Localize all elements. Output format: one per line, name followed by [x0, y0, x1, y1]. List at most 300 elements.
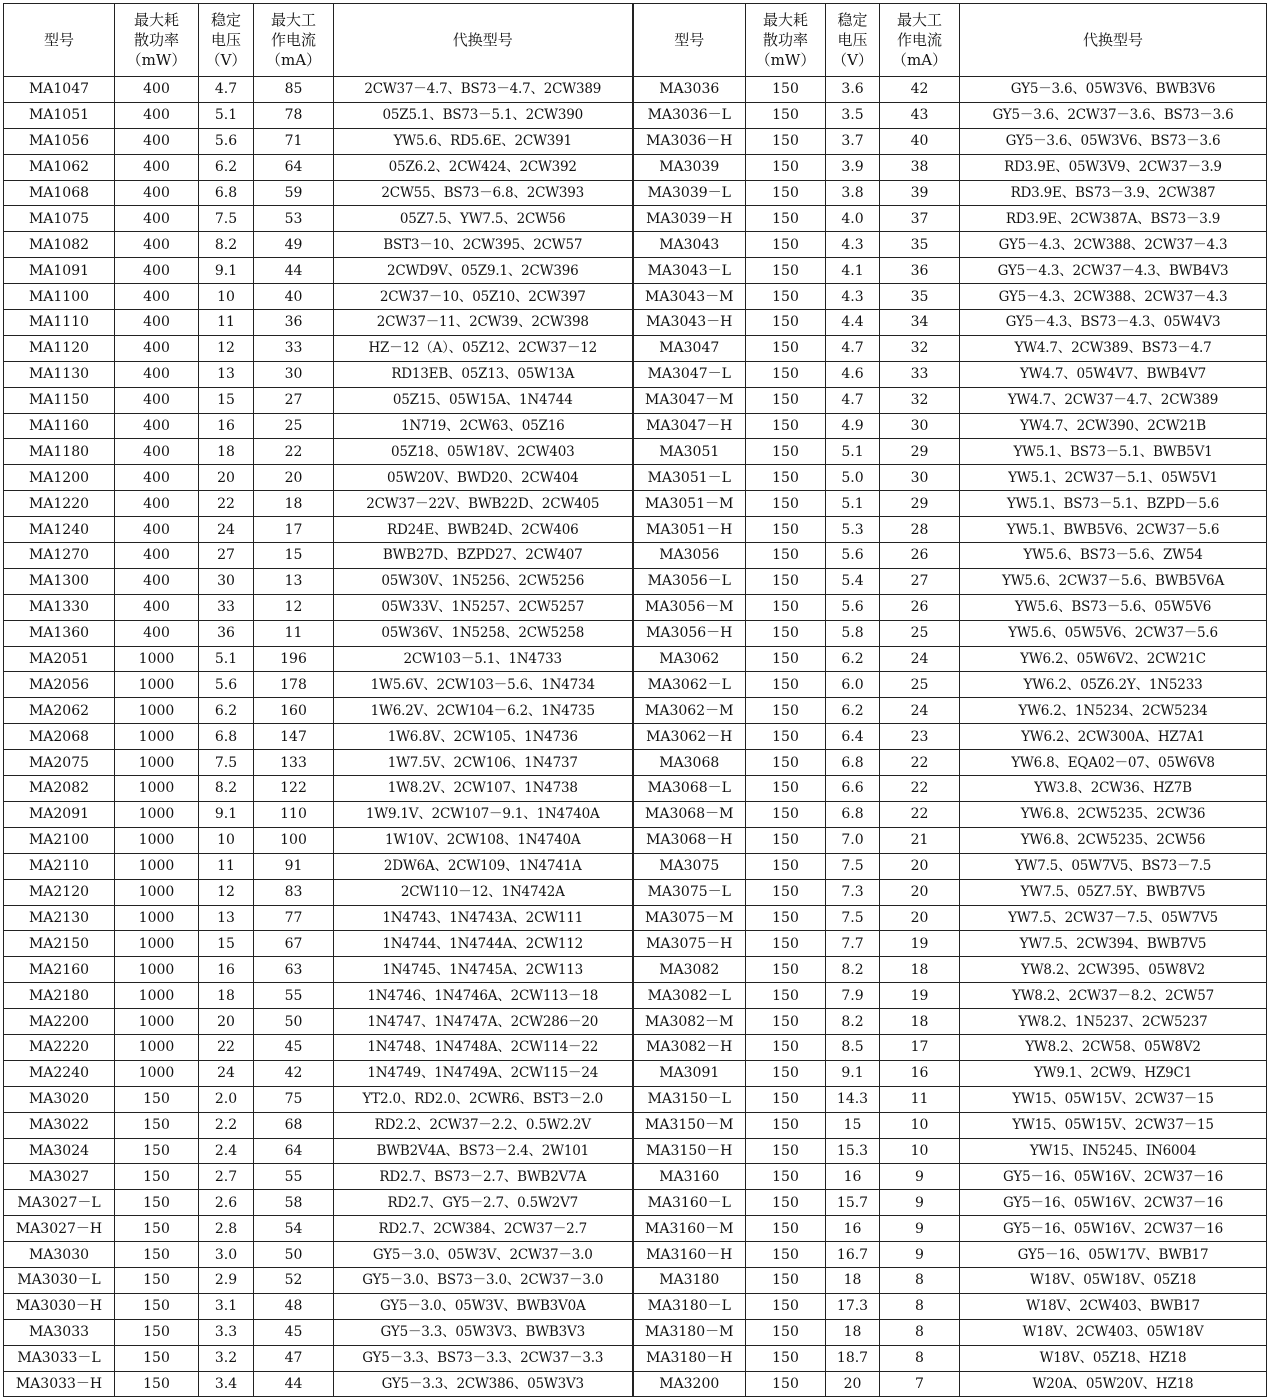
cell-power-right: 150 — [746, 1138, 826, 1164]
cell-model: MA3027－L — [4, 1190, 115, 1216]
cell-current: 53 — [254, 206, 334, 232]
cell-current: 196 — [254, 646, 334, 672]
cell-current: 44 — [254, 258, 334, 284]
cell-power: 1000 — [115, 750, 199, 776]
cell-voltage: 20 — [199, 465, 254, 491]
table-row — [4, 1267, 1267, 1293]
cell-replacement-right: GY5－3.6、2CW37－3.6、BS73－3.6 — [960, 102, 1267, 128]
cell-current-right: 10 — [880, 1112, 960, 1138]
cell-replacement-right: YW15、IN5245、IN6004 — [960, 1138, 1267, 1164]
cell-model: MA3022 — [4, 1112, 115, 1138]
cell-power: 1000 — [115, 879, 199, 905]
table-row — [4, 1242, 1267, 1268]
table-row — [4, 776, 1267, 802]
cell-replacement: GY5－3.3、05W3V3、BWB3V3 — [334, 1319, 633, 1345]
cell-power: 1000 — [115, 853, 199, 879]
cell-voltage-right: 15.7 — [826, 1190, 880, 1216]
cell-power: 1000 — [115, 1034, 199, 1060]
table-row — [4, 620, 1267, 646]
cell-power-right: 150 — [746, 1345, 826, 1371]
cell-power-right: 150 — [746, 361, 826, 387]
cell-power: 1000 — [115, 672, 199, 698]
cell-replacement: 05W30V、1N5256、2CW5256 — [334, 568, 633, 594]
cell-voltage-right: 4.7 — [826, 387, 880, 413]
cell-current: 122 — [254, 776, 334, 802]
cell-current-right: 42 — [880, 77, 960, 103]
cell-replacement-right: RD3.9E、2CW387A、BS73－3.9 — [960, 206, 1267, 232]
cell-replacement: 2CWD9V、05Z9.1、2CW396 — [334, 258, 633, 284]
cell-model: MA2200 — [4, 1009, 115, 1035]
cell-current-right: 8 — [880, 1267, 960, 1293]
cell-model-right: MA3036 — [633, 77, 746, 103]
cell-voltage-right: 5.1 — [826, 491, 880, 517]
cell-voltage: 27 — [199, 543, 254, 569]
cell-model: MA3030－H — [4, 1293, 115, 1319]
cell-voltage: 18 — [199, 983, 254, 1009]
cell-replacement-right: YW6.2、1N5234、2CW5234 — [960, 698, 1267, 724]
cell-power-right: 150 — [746, 827, 826, 853]
cell-current: 59 — [254, 180, 334, 206]
cell-replacement-right: YW6.2、05W6V2、2CW21C — [960, 646, 1267, 672]
table-row — [4, 983, 1267, 1009]
cell-current: 15 — [254, 543, 334, 569]
cell-power-right: 150 — [746, 1267, 826, 1293]
table-row — [4, 1371, 1267, 1397]
cell-model: MA2062 — [4, 698, 115, 724]
cell-model: MA2130 — [4, 905, 115, 931]
cell-current-right: 28 — [880, 517, 960, 543]
table-row — [4, 568, 1267, 594]
cell-power-right: 150 — [746, 672, 826, 698]
cell-current: 49 — [254, 232, 334, 258]
cell-replacement: 1N4747、1N4747A、2CW286－20 — [334, 1009, 633, 1035]
cell-replacement: 1N4745、1N4745A、2CW113 — [334, 957, 633, 983]
cell-power-right: 150 — [746, 413, 826, 439]
cell-voltage-right: 6.2 — [826, 646, 880, 672]
table-row — [4, 77, 1267, 103]
cell-current-right: 8 — [880, 1345, 960, 1371]
cell-replacement: 05Z5.1、BS73－5.1、2CW390 — [334, 102, 633, 128]
cell-power: 1000 — [115, 1009, 199, 1035]
cell-voltage-right: 6.2 — [826, 698, 880, 724]
cell-current-right: 40 — [880, 128, 960, 154]
cell-replacement-right: YW6.8、2CW5235、2CW36 — [960, 801, 1267, 827]
cell-voltage-right: 15 — [826, 1112, 880, 1138]
cell-replacement: 05Z7.5、YW7.5、2CW56 — [334, 206, 633, 232]
cell-model: MA1330 — [4, 594, 115, 620]
table-row — [4, 1112, 1267, 1138]
cell-replacement-right: YW5.6、2CW37－5.6、BWB5V6A — [960, 568, 1267, 594]
cell-power-right: 150 — [746, 310, 826, 336]
cell-power: 150 — [115, 1319, 199, 1345]
cell-power-right: 150 — [746, 776, 826, 802]
cell-voltage-right: 18 — [826, 1267, 880, 1293]
cell-current: 12 — [254, 594, 334, 620]
cell-replacement-right: YW15、05W15V、2CW37－15 — [960, 1086, 1267, 1112]
cell-replacement-right: GY5－4.3、2CW388、2CW37－4.3 — [960, 284, 1267, 310]
cell-current-right: 25 — [880, 620, 960, 646]
cell-power: 1000 — [115, 724, 199, 750]
cell-replacement-right: YW7.5、05W7V5、BS73－7.5 — [960, 853, 1267, 879]
table-row — [4, 801, 1267, 827]
cell-voltage-right: 6.8 — [826, 750, 880, 776]
cell-power: 1000 — [115, 646, 199, 672]
cell-model: MA2100 — [4, 827, 115, 853]
cell-power-right: 150 — [746, 1009, 826, 1035]
cell-replacement: 1N719、2CW63、05Z16 — [334, 413, 633, 439]
cell-model: MA1110 — [4, 310, 115, 336]
cell-replacement: 2CW37－10、05Z10、2CW397 — [334, 284, 633, 310]
cell-voltage: 2.7 — [199, 1164, 254, 1190]
cell-power-right: 150 — [746, 517, 826, 543]
cell-voltage: 22 — [199, 491, 254, 517]
table-row — [4, 387, 1267, 413]
cell-model: MA2056 — [4, 672, 115, 698]
cell-current: 45 — [254, 1034, 334, 1060]
cell-replacement: 2CW37－11、2CW39、2CW398 — [334, 310, 633, 336]
header-power: 最大耗 散功率 （mW） — [115, 4, 199, 77]
cell-power-right: 150 — [746, 1319, 826, 1345]
cell-replacement: 1W6.2V、2CW104－6.2、1N4735 — [334, 698, 633, 724]
cell-voltage: 6.2 — [199, 698, 254, 724]
table-row — [4, 439, 1267, 465]
cell-model-right: MA3075－L — [633, 879, 746, 905]
cell-voltage: 2.8 — [199, 1216, 254, 1242]
cell-replacement-right: YW5.6、BS73－5.6、05W5V6 — [960, 594, 1267, 620]
cell-voltage-right: 6.4 — [826, 724, 880, 750]
cell-replacement: 05Z18、05W18V、2CW403 — [334, 439, 633, 465]
cell-replacement: 2DW6A、2CW109、1N4741A — [334, 853, 633, 879]
cell-current: 100 — [254, 827, 334, 853]
table-row — [4, 853, 1267, 879]
cell-replacement: 1W6.8V、2CW105、1N4736 — [334, 724, 633, 750]
cell-voltage-right: 16.7 — [826, 1242, 880, 1268]
cell-model-right: MA3047－M — [633, 387, 746, 413]
cell-voltage: 2.0 — [199, 1086, 254, 1112]
cell-current-right: 22 — [880, 750, 960, 776]
cell-voltage-right: 4.3 — [826, 284, 880, 310]
cell-power-right: 150 — [746, 1060, 826, 1086]
cell-replacement-right: YW6.2、2CW300A、HZ7A1 — [960, 724, 1267, 750]
cell-replacement-right: W18V、05Z18、HZ18 — [960, 1345, 1267, 1371]
cell-replacement-right: YW5.6、BS73－5.6、ZW54 — [960, 543, 1267, 569]
table-row — [4, 724, 1267, 750]
cell-replacement-right: YW6.8、EQA02－07、05W6V8 — [960, 750, 1267, 776]
cell-voltage-right: 3.6 — [826, 77, 880, 103]
cell-replacement: 05Z6.2、2CW424、2CW392 — [334, 154, 633, 180]
cell-voltage-right: 5.6 — [826, 543, 880, 569]
cell-current: 30 — [254, 361, 334, 387]
cell-replacement-right: YW5.1、BS73－5.1、BWB5V1 — [960, 439, 1267, 465]
cell-model: MA2051 — [4, 646, 115, 672]
cell-voltage: 3.2 — [199, 1345, 254, 1371]
cell-voltage: 6.8 — [199, 180, 254, 206]
cell-voltage: 13 — [199, 905, 254, 931]
cell-current-right: 32 — [880, 387, 960, 413]
cell-model-right: MA3051－L — [633, 465, 746, 491]
cell-model-right: MA3056－M — [633, 594, 746, 620]
cell-voltage-right: 5.8 — [826, 620, 880, 646]
cell-current: 75 — [254, 1086, 334, 1112]
table-row — [4, 750, 1267, 776]
cell-replacement: RD24E、BWB24D、2CW406 — [334, 517, 633, 543]
cell-current: 83 — [254, 879, 334, 905]
cell-power-right: 150 — [746, 154, 826, 180]
cell-voltage: 24 — [199, 1060, 254, 1086]
cell-model-right: MA3062 — [633, 646, 746, 672]
cell-current: 77 — [254, 905, 334, 931]
cell-replacement: 05W36V、1N5258、2CW5258 — [334, 620, 633, 646]
cell-current: 11 — [254, 620, 334, 646]
cell-replacement-right: W18V、2CW403、05W18V — [960, 1319, 1267, 1345]
cell-power-right: 150 — [746, 465, 826, 491]
cell-power-right: 150 — [746, 957, 826, 983]
cell-model: MA2091 — [4, 801, 115, 827]
cell-power-right: 150 — [746, 258, 826, 284]
header-power-right: 最大耗 散功率 （mW） — [746, 4, 826, 77]
cell-model: MA1160 — [4, 413, 115, 439]
cell-current: 64 — [254, 1138, 334, 1164]
cell-current-right: 32 — [880, 335, 960, 361]
table-row — [4, 154, 1267, 180]
cell-voltage-right: 7.5 — [826, 853, 880, 879]
cell-replacement: RD13EB、05Z13、05W13A — [334, 361, 633, 387]
cell-voltage-right: 4.6 — [826, 361, 880, 387]
cell-voltage: 11 — [199, 310, 254, 336]
cell-model: MA2082 — [4, 776, 115, 802]
cell-voltage: 2.4 — [199, 1138, 254, 1164]
cell-model-right: MA3091 — [633, 1060, 746, 1086]
cell-model: MA1091 — [4, 258, 115, 284]
cell-current-right: 20 — [880, 905, 960, 931]
cell-current-right: 19 — [880, 983, 960, 1009]
cell-power: 400 — [115, 77, 199, 103]
cell-power-right: 150 — [746, 1371, 826, 1397]
table-row — [4, 1216, 1267, 1242]
cell-replacement-right: GY5－16、05W16V、2CW37－16 — [960, 1190, 1267, 1216]
cell-model-right: MA3160－L — [633, 1190, 746, 1216]
cell-current: 68 — [254, 1112, 334, 1138]
table-row — [4, 1319, 1267, 1345]
table-row — [4, 543, 1267, 569]
cell-model: MA1130 — [4, 361, 115, 387]
cell-current-right: 9 — [880, 1190, 960, 1216]
cell-voltage-right: 16 — [826, 1164, 880, 1190]
cell-power-right: 150 — [746, 180, 826, 206]
cell-replacement: 2CW110－12、1N4742A — [334, 879, 633, 905]
cell-current-right: 21 — [880, 827, 960, 853]
cell-current-right: 17 — [880, 1034, 960, 1060]
cell-current-right: 36 — [880, 258, 960, 284]
cell-power-right: 150 — [746, 1216, 826, 1242]
table-row — [4, 594, 1267, 620]
cell-voltage: 2.2 — [199, 1112, 254, 1138]
cell-model-right: MA3036－L — [633, 102, 746, 128]
cell-current-right: 20 — [880, 879, 960, 905]
cell-power: 150 — [115, 1293, 199, 1319]
cell-voltage: 13 — [199, 361, 254, 387]
cell-replacement-right: GY5－16、05W16V、2CW37－16 — [960, 1164, 1267, 1190]
cell-voltage-right: 3.5 — [826, 102, 880, 128]
cell-replacement: 1N4748、1N4748A、2CW114－22 — [334, 1034, 633, 1060]
cell-model-right: MA3068 — [633, 750, 746, 776]
table-row — [4, 465, 1267, 491]
cell-model-right: MA3056－H — [633, 620, 746, 646]
cell-model: MA3033－L — [4, 1345, 115, 1371]
cell-current-right: 18 — [880, 1009, 960, 1035]
table-row — [4, 258, 1267, 284]
table-row — [4, 1345, 1267, 1371]
cell-voltage: 16 — [199, 413, 254, 439]
cell-voltage: 3.0 — [199, 1242, 254, 1268]
cell-current-right: 20 — [880, 853, 960, 879]
cell-current: 44 — [254, 1371, 334, 1397]
cell-model-right: MA3200 — [633, 1371, 746, 1397]
cell-voltage: 5.1 — [199, 102, 254, 128]
cell-replacement: 1W7.5V、2CW106、1N4737 — [334, 750, 633, 776]
cell-power-right: 150 — [746, 232, 826, 258]
cell-model-right: MA3043 — [633, 232, 746, 258]
cell-current: 20 — [254, 465, 334, 491]
cell-power-right: 150 — [746, 284, 826, 310]
cell-power: 400 — [115, 206, 199, 232]
cell-replacement: GY5－3.0、05W3V、2CW37－3.0 — [334, 1242, 633, 1268]
table-row — [4, 180, 1267, 206]
cell-current: 47 — [254, 1345, 334, 1371]
cell-current-right: 24 — [880, 646, 960, 672]
cell-power: 1000 — [115, 1060, 199, 1086]
header-replacement-right: 代换型号 — [960, 4, 1267, 77]
cell-voltage-right: 7.5 — [826, 905, 880, 931]
cell-replacement-right: GY5－4.3、BS73－4.3、05W4V3 — [960, 310, 1267, 336]
table-row — [4, 1086, 1267, 1112]
cell-replacement: 1N4746、1N4746A、2CW113－18 — [334, 983, 633, 1009]
cell-replacement-right: GY5－16、05W17V、BWB17 — [960, 1242, 1267, 1268]
cell-voltage-right: 6.8 — [826, 801, 880, 827]
cell-voltage: 12 — [199, 879, 254, 905]
cell-voltage-right: 3.8 — [826, 180, 880, 206]
cell-model: MA1051 — [4, 102, 115, 128]
cell-model-right: MA3062－L — [633, 672, 746, 698]
cell-power: 400 — [115, 284, 199, 310]
cell-current: 45 — [254, 1319, 334, 1345]
cell-model-right: MA3043－M — [633, 284, 746, 310]
cell-power-right: 150 — [746, 983, 826, 1009]
cell-model: MA3027－H — [4, 1216, 115, 1242]
cell-current: 71 — [254, 128, 334, 154]
cell-replacement-right: YW9.1、2CW9、HZ9C1 — [960, 1060, 1267, 1086]
cell-current-right: 18 — [880, 957, 960, 983]
cell-current-right: 39 — [880, 180, 960, 206]
cell-replacement: 1N4749、1N4749A、2CW115－24 — [334, 1060, 633, 1086]
cell-power: 1000 — [115, 983, 199, 1009]
cell-model-right: MA3043－L — [633, 258, 746, 284]
table-row — [4, 102, 1267, 128]
cell-model: MA2068 — [4, 724, 115, 750]
zener-diode-replacement-table — [3, 3, 1267, 1397]
table-row — [4, 232, 1267, 258]
cell-replacement-right: YW5.6、05W5V6、2CW37－5.6 — [960, 620, 1267, 646]
cell-model: MA1120 — [4, 335, 115, 361]
cell-current-right: 30 — [880, 465, 960, 491]
cell-replacement-right: W20A、05W20V、HZ18 — [960, 1371, 1267, 1397]
cell-model-right: MA3150－M — [633, 1112, 746, 1138]
cell-power-right: 150 — [746, 439, 826, 465]
cell-current: 110 — [254, 801, 334, 827]
cell-model-right: MA3082 — [633, 957, 746, 983]
header-current: 最大工 作电流 （mA） — [254, 4, 334, 77]
cell-voltage-right: 7.7 — [826, 931, 880, 957]
cell-model-right: MA3075 — [633, 853, 746, 879]
table-row — [4, 361, 1267, 387]
cell-voltage-right: 6.0 — [826, 672, 880, 698]
cell-current-right: 29 — [880, 491, 960, 517]
cell-replacement: YT2.0、RD2.0、2CWR6、BST3－2.0 — [334, 1086, 633, 1112]
cell-model-right: MA3056 — [633, 543, 746, 569]
cell-voltage: 15 — [199, 931, 254, 957]
cell-current-right: 29 — [880, 439, 960, 465]
cell-model-right: MA3082－M — [633, 1009, 746, 1035]
table-row — [4, 1009, 1267, 1035]
cell-power-right: 150 — [746, 1034, 826, 1060]
cell-model: MA1062 — [4, 154, 115, 180]
cell-power: 400 — [115, 620, 199, 646]
cell-voltage: 12 — [199, 335, 254, 361]
cell-model: MA3024 — [4, 1138, 115, 1164]
cell-current: 160 — [254, 698, 334, 724]
table-row — [4, 905, 1267, 931]
cell-voltage-right: 5.0 — [826, 465, 880, 491]
header-model-right: 型号 — [633, 4, 746, 77]
cell-voltage: 5.1 — [199, 646, 254, 672]
cell-model-right: MA3075－H — [633, 931, 746, 957]
cell-replacement-right: YW7.5、05Z7.5Y、BWB7V5 — [960, 879, 1267, 905]
cell-power: 150 — [115, 1164, 199, 1190]
cell-model: MA1180 — [4, 439, 115, 465]
header-current-right: 最大工 作电流 （mA） — [880, 4, 960, 77]
cell-voltage: 36 — [199, 620, 254, 646]
cell-model: MA3020 — [4, 1086, 115, 1112]
cell-current: 33 — [254, 335, 334, 361]
cell-power: 400 — [115, 568, 199, 594]
cell-replacement-right: YW6.2、05Z6.2Y、1N5233 — [960, 672, 1267, 698]
cell-power: 1000 — [115, 698, 199, 724]
cell-voltage: 2.9 — [199, 1267, 254, 1293]
cell-voltage-right: 20 — [826, 1371, 880, 1397]
cell-voltage: 7.5 — [199, 206, 254, 232]
cell-power: 400 — [115, 180, 199, 206]
cell-power-right: 150 — [746, 931, 826, 957]
cell-current: 17 — [254, 517, 334, 543]
cell-current-right: 22 — [880, 801, 960, 827]
cell-replacement-right: YW4.7、2CW389、BS73－4.7 — [960, 335, 1267, 361]
cell-replacement: 1W8.2V、2CW107、1N4738 — [334, 776, 633, 802]
cell-model: MA1082 — [4, 232, 115, 258]
cell-replacement: 2CW37－4.7、BS73－4.7、2CW389 — [334, 77, 633, 103]
cell-model-right: MA3051－M — [633, 491, 746, 517]
cell-current: 78 — [254, 102, 334, 128]
cell-voltage-right: 17.3 — [826, 1293, 880, 1319]
cell-replacement-right: GY5－16、05W16V、2CW37－16 — [960, 1216, 1267, 1242]
cell-replacement: BWB2V4A、BS73－2.4、2W101 — [334, 1138, 633, 1164]
cell-voltage-right: 18 — [826, 1319, 880, 1345]
cell-model: MA1220 — [4, 491, 115, 517]
cell-voltage-right: 7.9 — [826, 983, 880, 1009]
cell-voltage-right: 4.1 — [826, 258, 880, 284]
cell-model-right: MA3036－H — [633, 128, 746, 154]
cell-replacement-right: YW8.2、2CW37－8.2、2CW57 — [960, 983, 1267, 1009]
cell-voltage: 18 — [199, 439, 254, 465]
